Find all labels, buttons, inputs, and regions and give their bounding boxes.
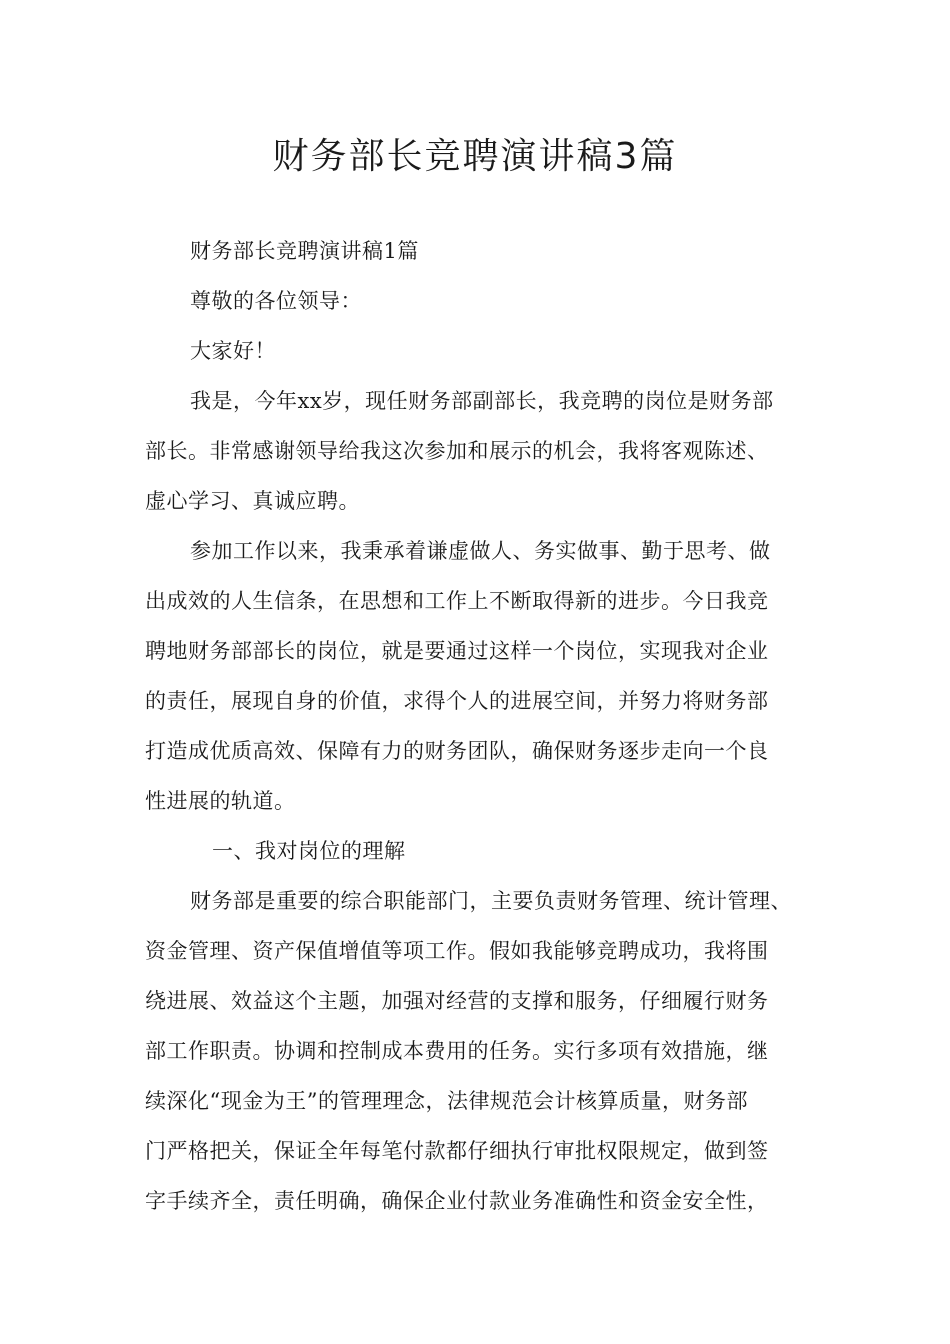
- document-title: 财务部长竞聘演讲稿3篇: [272, 136, 678, 177]
- paragraph-line: 聘地财务部部长的岗位，就是要通过这样一个岗位，实现我对企业: [145, 639, 769, 663]
- paragraph-line: 绕进展、效益这个主题，加强对经营的支撑和服务，仔细履行财务: [145, 989, 769, 1013]
- salutation-line: 尊敬的各位领导：: [190, 289, 362, 313]
- paragraph-line: 参加工作以来，我秉承着谦虚做人、务实做事、勤于思考、做: [190, 539, 771, 563]
- subtitle-line: 财务部长竞聘演讲稿1篇: [190, 239, 419, 263]
- paragraph-line: 打造成优质高效、保障有力的财务团队，确保财务逐步走向一个良: [145, 739, 769, 763]
- greeting-line: 大家好！: [190, 339, 276, 363]
- paragraph-line: 资金管理、资产保值增值等项工作。假如我能够竞聘成功，我将围: [145, 939, 769, 963]
- paragraph-line: 虚心学习、真诚应聘。: [145, 489, 360, 513]
- paragraph-line: 出成效的人生信条，在思想和工作上不断取得新的进步。今日我竞: [145, 589, 769, 613]
- section-heading: 一、我对岗位的理解: [212, 839, 406, 863]
- paragraph-line: 财务部是重要的综合职能部门，主要负责财务管理、统计管理、: [190, 889, 792, 913]
- paragraph-line: 续深化“现金为王”的管理理念，法律规范会计核算质量，财务部: [145, 1089, 748, 1113]
- paragraph-line: 部长。非常感谢领导给我这次参加和展示的机会，我将客观陈述、: [145, 439, 769, 463]
- paragraph-line: 字手续齐全，责任明确，确保企业付款业务准确性和资金安全性，: [145, 1189, 769, 1213]
- paragraph-line: 我是，今年xx岁，现任财务部副部长，我竞聘的岗位是财务部: [190, 389, 774, 413]
- paragraph-line: 部工作职责。协调和控制成本费用的任务。实行多项有效措施，继: [145, 1039, 769, 1063]
- paragraph-line: 的责任，展现自身的价值，求得个人的进展空间，并努力将财务部: [145, 689, 769, 713]
- paragraph-line: 性进展的轨道。: [145, 789, 296, 813]
- paragraph-line: 门严格把关，保证全年每笔付款都仔细执行审批权限规定，做到签: [145, 1139, 769, 1163]
